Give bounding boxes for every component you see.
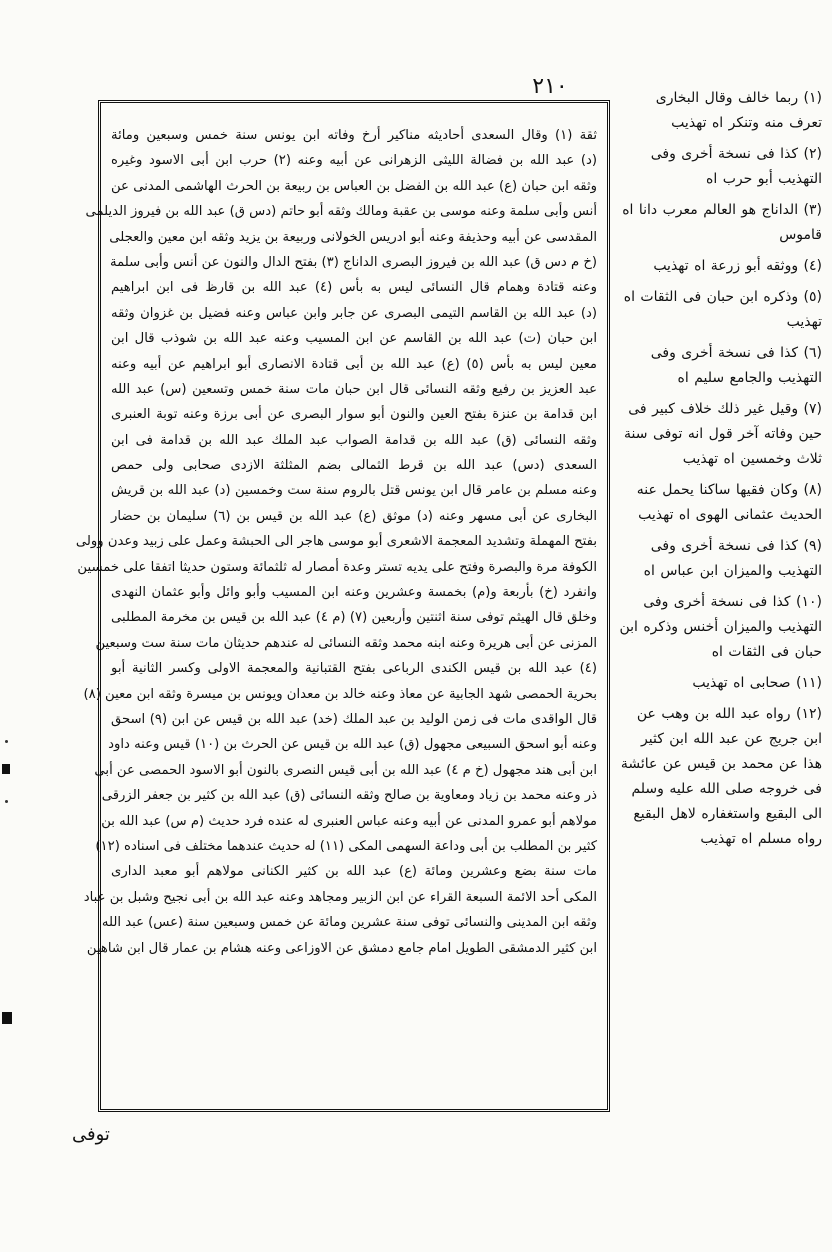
text-line: أنس وأبى سلمة وعنه موسى بن عقبة ومالك وثقه أبو حاتم (دس ق) عبد الله بن فيروز الديلمى (85, 204, 597, 220)
text-line: وانفرد (خ) بأربعة و(م) بخمسة وعشرين وعنه ابن المسيب وأبو وائل وأبو عثمان النهدى (111, 585, 597, 601)
text-line: (٤) عبد الله بن قيس الكندى الرباعى بفتح القتبانية والمعجمة الاولى وكسر الثانية أبو (111, 661, 597, 677)
text-line: وخلق قال الهيثم توفى سنة اثنتين وأربعين (٧) (م ٤) عبد الله بن قيس بن مخرمة المطلبى (111, 610, 598, 626)
margin-note: (٥) وذكره ابن حبان فى الثقات اه تهذيب (623, 289, 822, 330)
text-line: مات سنة بضع وعشرين ومائة (ع) عبد الله بن كثير الكنانى مولاهم أبو معبد الدارى (111, 864, 597, 880)
margin-note: (١) ربما خالف وقال البخارى تعرف منه وتنكر اه تهذيب (655, 90, 822, 131)
text-line: المكى أحد الائمة السبعة القراء عن ابن الزبير ومجاهد وعنه عبد الله بن أبى نجيح وشبل بن عباد (83, 889, 597, 905)
binding-mark (5, 800, 8, 803)
text-line: مولاهم أبو عمرو المدنى عن أبيه وعنه عباس العنبرى له عنده فرد حديث (م س) عبد الله بن (101, 813, 597, 829)
text-line: المقدسى عن أبيه وحذيفة وعنه أبو ادريس الخولانى وربيعة بن يزيد وثقه ابن معين والعجلى (109, 229, 597, 245)
text-line: وعنه أبو اسحق السبيعى مجهول (ق) عبد الله بن قيس عن الحرث بن (١٠) قيس وعنه داود (108, 737, 597, 753)
catchword: توفى (72, 1124, 110, 1145)
margin-note: (١١) صحابى اه تهذيب (692, 675, 822, 691)
text-line: وثقه ابن حبان (ع) عبد الله بن الفضل بن العباس بن ربيعة بن الحرث الهاشمى المدنى عن (111, 178, 597, 194)
text-line: عبد العزيز بن رفيع وثقه النسائى قال ابن حبان مات سنة خمس وتسعين (س) عبد الله (111, 381, 597, 397)
text-line: البخارى عن أبى مسهر وعنه (د) موثق (ع) عبد الله بن قيس بن (٦) سليمان بن حضار (111, 508, 597, 524)
text-line: ابن حبان (ت) عبد الله بن القاسم عن ابن المسيب وعنه عبد الله بن شوذب قال ابن (111, 331, 597, 347)
text-line: بحرية الحمصى شهد الجابية عن معاذ وعنه خالد بن معدان ويونس بن ميسرة وثقه ابن معين (٨) (83, 686, 597, 702)
text-line: (د) عبد الله بن القاسم التيمى البصرى عن جابر وابن عباس وعنه فضيل بن غزوان وثقه (111, 305, 597, 321)
text-line: السعدى (دس) عبد الله بن قرط الثمالى بضم المثلثة الازدى صحابى ولى حمص (111, 458, 597, 474)
margin-note: (٧) وقيل غير ذلك خلاف كبير فى حين وفاته آخر قول انه توفى سنة ثلاث وخمسين اه تهذيب (624, 401, 822, 467)
margin-note: (١٢) رواه عبد الله بن وهب عن ابن جريج عن عبد الله ابن كثير هذا عن محمد بن قيس عن عائشة فى خروجه صلى الله عليه وسلم الى البقيع واستغفاره لاهل البقيع رواه مسلم اه تهذيب (620, 706, 822, 847)
margin-note: (٨) وكان فقيها ساكنا يحمل عنه الحديث عثمانى الهوى اه تهذيب (636, 482, 822, 523)
text-line: الكوفة مرة والبصرة وفتح على يديه تستر وعدة أمصار له ثلثمائة وستون حديثا اتفقا على خمسين (77, 559, 597, 575)
text-line: ابن قدامة بن عنزة بفتح العين والنون أبو سوار البصرى عن أبى برزة وعنه توبة العنبرى (111, 407, 597, 423)
text-line: معين ليس به بأس (٥) (ع) عبد الله بن أبى قتادة الانصارى أبو ابراهيم عن أبيه وعنه (111, 356, 597, 372)
text-line: ذر وعنه محمد بن زياد ومعاوية بن صالح وثقه النسائى (ق) عبد الله بن كثير بن جعفر الزرقى (101, 788, 597, 804)
text-line: وعنه مسلم بن عامر قال ابن يونس قتل بالروم سنة ست وخمسين (د) عبد الله بن قريش (111, 483, 597, 499)
text-line: ابن كثير الدمشقى الطويل امام جامع دمشق عن الاوزاعى وعنه هشام بن عمار قال ابن شاهين (86, 940, 597, 956)
text-line: بفتح المهملة وتشديد المعجمة الاشعرى أبو موسى هاجر الى الحبشة وعمل على زبيد وعدن وولى (75, 534, 597, 550)
binding-mark (2, 764, 10, 774)
text-line: المزنى عن أبى هريرة وعنه ابنه محمد وثقه النسائى له عندهم حديثان مات سنة ست وسبعين (95, 635, 597, 651)
margin-note: (٢) كذا فى نسخة أخرى وفى التهذيب أبو حرب اه (650, 146, 822, 187)
margin-note: (١٠) كذا فى نسخة أخرى وفى التهذيب والميزان أخنس وذكره ابن حبان فى الثقات اه (619, 594, 822, 660)
main-text-frame (75, 100, 610, 1112)
text-line: ثقة (١) وقال السعدى أحاديثه مناكير أرخ وفاته ابن يونس سنة خمس وسبعين ومائة (111, 128, 597, 143)
margin-note: (٤) ووثقه أبو زرعة اه تهذيب (653, 258, 822, 274)
margin-note: (٩) كذا فى نسخة أخرى وفى التهذيب والميزان ابن عباس اه (643, 538, 822, 579)
text-line: (د) عبد الله بن فضالة الليثى الزهرانى عن أبيه وعنه (٢) حرب ابن أبى الاسود وغيره (111, 153, 598, 169)
margin-note: (٦) كذا فى نسخة أخرى وفى التهذيب والجامع سليم اه (650, 345, 822, 386)
text-line: وعنه قتادة وهمام قال النسائى ليس به بأس (٤) عبد الله بن قارظ فى ابن ابراهيم (111, 280, 597, 296)
binding-mark (5, 740, 8, 743)
page-number: ٢١٠ (532, 74, 568, 99)
text-line: ابن أبى هند مجهول (خ م ٤) عبد الله بن أبى قيس النصرى بالنون أبو الاسود الحمصى عن أبى (94, 762, 597, 778)
text-line: كثير بن المطلب بن أبى وداعة السهمى المكى (١١) له حديث عندهما مختلف فى اسناده (١٢) (95, 838, 597, 854)
text-line: وثقه النسائى (ق) عبد الله بن قدامة الصواب عبد الملك عبد الله بن قدامة فى ابن (111, 432, 597, 448)
binding-mark (2, 1012, 12, 1024)
text-line: قال الواقدى مات فى زمن الوليد بن عبد الملك (خد) عبد الله بن قيس عن ابن (٩) اسحق (111, 711, 598, 727)
margin-notes (618, 86, 822, 1156)
text-line: (خ م دس ق) عبد الله بن فيروز البصرى الداناج (٣) بفتح الدال والنون عن أنس وأبى سلمة (110, 254, 597, 270)
text-line: وثقه ابن المدينى والنسائى توفى سنة عشرين ومائة عن خمس وسبعين سنة (عس) عبد الله (101, 915, 597, 931)
margin-note: (٣) الداناج هو العالم معرب دانا اه قاموس (622, 202, 822, 243)
